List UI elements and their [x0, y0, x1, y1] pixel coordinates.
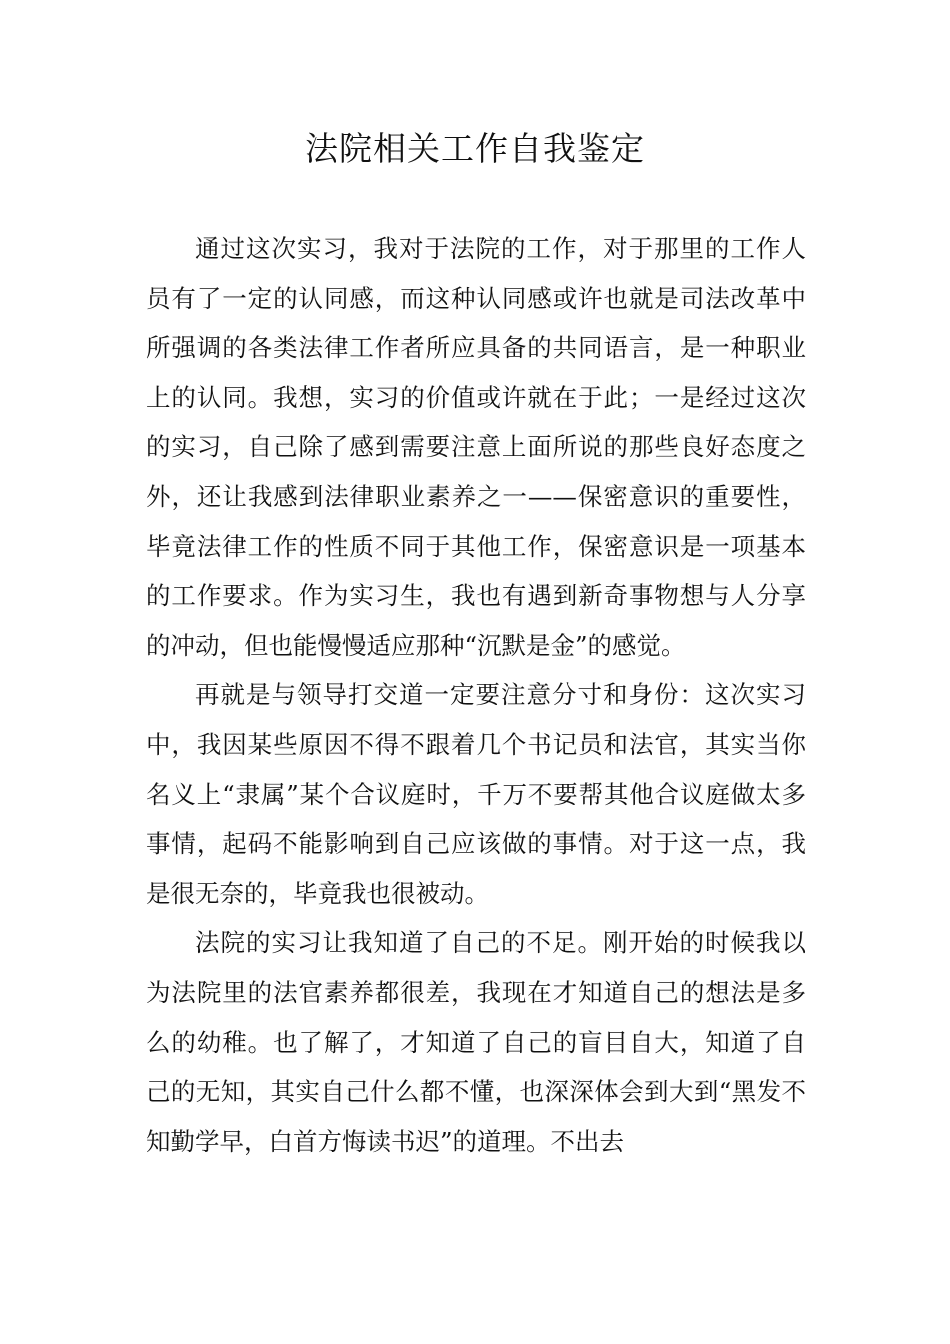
paragraph-2: 再就是与领导打交道一定要注意分寸和身份：这次实习中，我因某些原因不得不跟着几个书记员和法官，其实当你名义上“隶属”某个合议庭时，千万不要帮其他合议庭做太多事情，起码不能影响到自己应该做的事情。对于这一点，我是很无奈的，毕竟我也很被动。 [146, 680, 806, 908]
document-title: 法院相关工作自我鉴定 [305, 129, 645, 168]
document-body [146, 224, 806, 1166]
paragraph-1: 通过这次实习，我对于法院的工作，对于那里的工作人员有了一定的认同感，而这种认同感或许也就是司法改革中所强调的各类法律工作者所应具备的共同语言，是一种职业上的认同。我想，实习的价值或许就在于此；一是经过这次的实习，自己除了感到需要注意上面所说的那些良好态度之外，还让我感到法律职业素养之一——保密意识的重要性，毕竟法律工作的性质不同于其他工作，保密意识是一项基本的工作要求。作为实习生，我也有遇到新奇事物想与人分享的冲动，但也能慢慢适应那种“沉默是金”的感觉。 [146, 234, 806, 660]
paragraph-3: 法院的实习让我知道了自己的不足。刚开始的时候我以为法院里的法官素养都很差，我现在才知道自己的想法是多么的幼稚。也了解了，才知道了自己的盲目自大，知道了自己的无知，其实自己什么都不懂，也深深体会到大到“黑发不知勤学早，白首方悔读书迟”的道理。不出去 [146, 928, 806, 1156]
